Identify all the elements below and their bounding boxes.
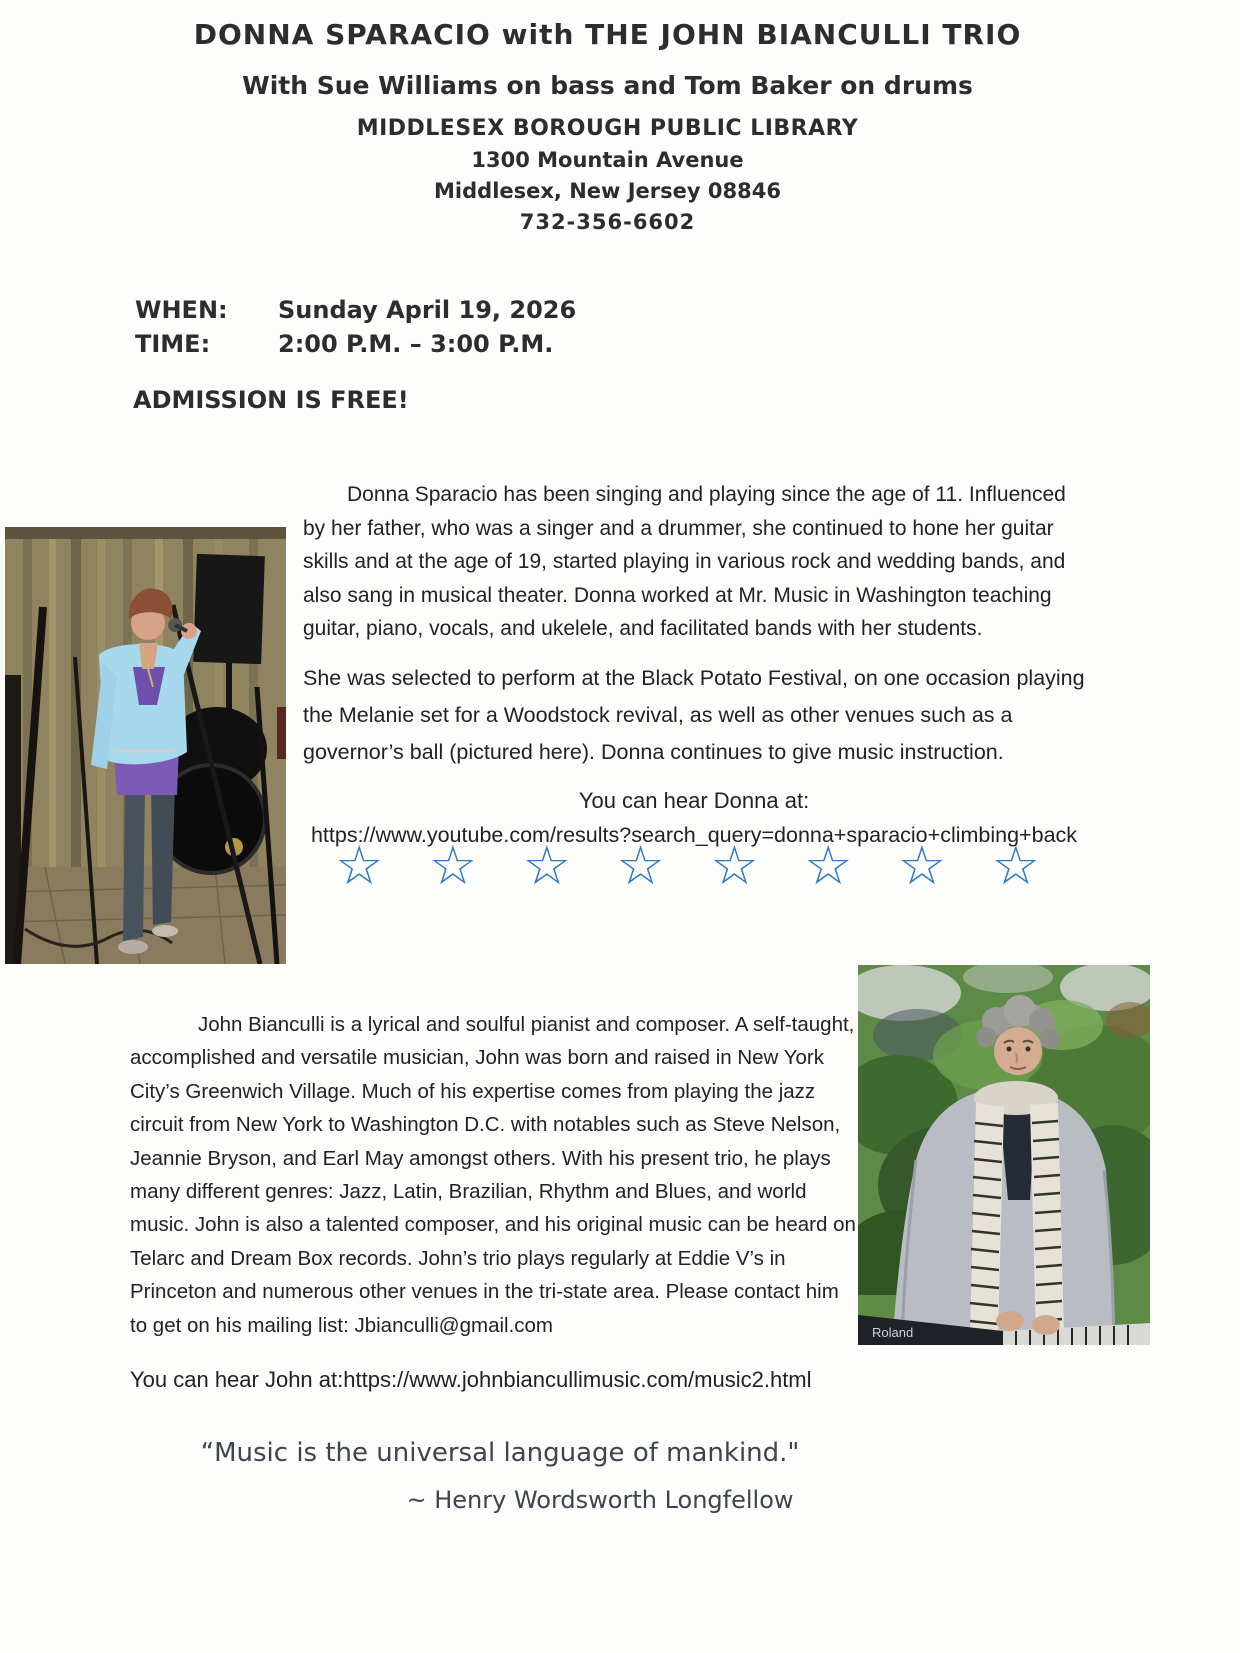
when-value: Sunday April 19, 2026: [278, 296, 577, 324]
quote-attribution: ~ Henry Wordsworth Longfellow: [406, 1486, 794, 1514]
flyer-header: [0, 18, 1215, 234]
john-bio-paragraph: John Bianculli is a lyrical and soulful pianist and composer. A self-taught, accomplished and versatile musician, John was born and raised in New York City’s Greenwich Village. Much of his expertise comes from playing the jazz circuit from New York to Washington D.C. with notables such as Steve Nelson, Jeannie Bryson, and Earl May amongst others. With his present trio, he plays many different genres: Jazz, Latin, Brazilian, Rhythm and Blues, and world music. John is also a talented composer, and his original music can be heard on Telarc and Dream Box records. John’s trio plays regularly at Eddie V’s in Princeton and numerous other venues in the tri-state area. Please contact him to get on his mailing list: Jbianculli@gmail.com: [130, 1013, 856, 1337]
star-icon: ☆: [335, 836, 384, 896]
time-label: TIME:: [135, 330, 211, 358]
star-icon: ☆: [897, 836, 947, 896]
donna-bio-paragraph-1: Donna Sparacio has been singing and playing since the age of 11. Influenced by her father, who was a singer and a drummer, she continued to hone her guitar skills and at the age of 19, started playing in various rock and wedding bands, and also sang in musical theater. Donna worked at Mr. Music in Washington teaching guitar, piano, vocals, and ukelele, and facilitated bands with her students.: [303, 483, 1066, 640]
donna-bio-paragraph-2: She was selected to perform at the Black Potato Festival, on one occasion playing the Melanie set for a Woodstock revival, as well as other venues such as a governor’s ball (pictured here). Donna continues to give music instruction.: [303, 665, 1085, 764]
event-details: [135, 296, 576, 364]
venue-address-2: Middlesex, New Jersey 08846: [434, 179, 781, 203]
closing-quote: [0, 1438, 1000, 1468]
star-icon: ☆: [428, 836, 478, 896]
venue-address-1: 1300 Mountain Avenue: [471, 148, 744, 172]
page-title: DONNA SPARACIO with THE JOHN BIANCULLI TRIO: [193, 18, 1022, 51]
star-icon: ☆: [616, 836, 665, 896]
quote-text: “Music is the universal language of mankind.": [200, 1438, 800, 1468]
star-icon: ☆: [710, 836, 759, 896]
donna-listen-label: You can hear Donna at:: [578, 787, 810, 813]
roland-logo: Roland: [872, 1325, 914, 1340]
john-music-link[interactable]: You can hear John at:https://www.johnbiancullimusic.com/music2.html: [130, 1367, 812, 1393]
star-icon: ☆: [522, 836, 572, 896]
page-subtitle: With Sue Williams on bass and Tom Baker on drums: [242, 71, 973, 100]
venue-phone: 732-356-6602: [519, 210, 696, 234]
event-time-row: [135, 330, 576, 358]
john-bio-section: [130, 1008, 856, 1393]
venue-name: MIDDLESEX BOROUGH PUBLIC LIBRARY: [356, 116, 859, 141]
event-when-row: [135, 296, 576, 324]
star-icon: ☆: [991, 836, 1040, 896]
john-bianculli-photo: [858, 965, 1150, 1345]
time-value: 2:00 P.M. – 3:00 P.M.: [278, 330, 554, 358]
admission-note: ADMISSION IS FREE!: [133, 386, 409, 414]
donna-youtube-link[interactable]: https://www.youtube.com/results?search_query=donna+sparacio+climbing+back: [310, 822, 1078, 847]
donna-bio-section: [303, 478, 1085, 848]
when-label: WHEN:: [135, 296, 228, 324]
star-divider-row: [335, 836, 1040, 896]
donna-singing-photo: [5, 527, 286, 964]
star-icon: ☆: [803, 836, 853, 896]
